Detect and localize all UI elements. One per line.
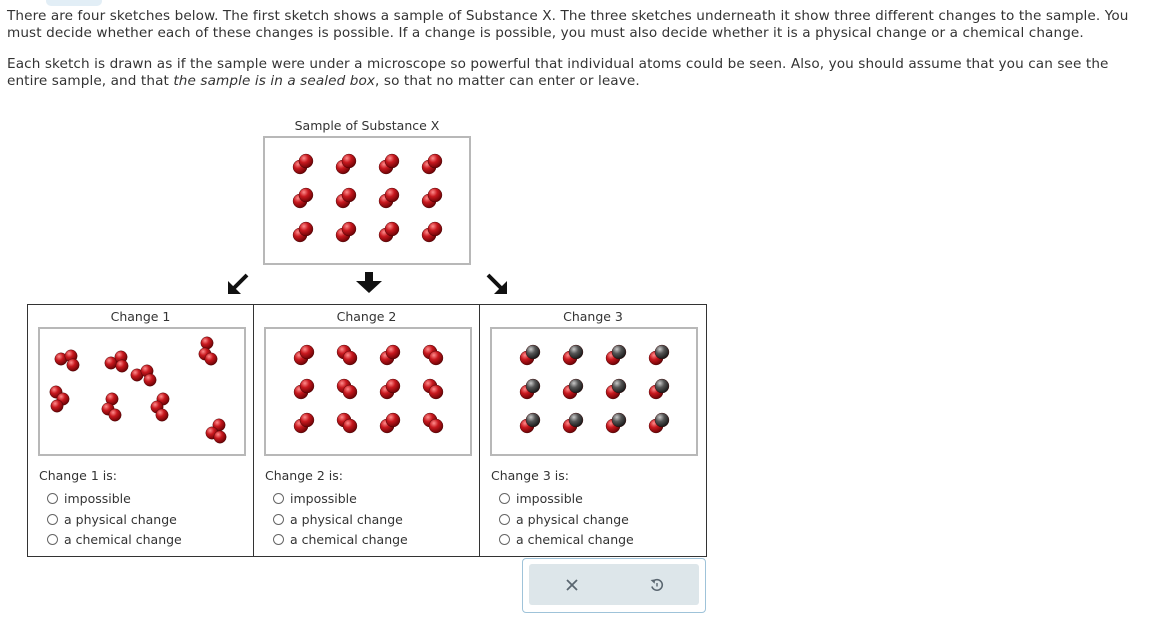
red-atom [386, 345, 400, 359]
gray-atom [526, 413, 540, 427]
atom-cluster [131, 365, 156, 386]
molecule-drawing [266, 329, 470, 454]
red-atom [116, 360, 128, 372]
molecule [606, 413, 626, 433]
molecule [563, 345, 583, 365]
molecule-drawing [265, 138, 469, 263]
molecule [563, 379, 583, 399]
radio-button[interactable] [47, 514, 58, 525]
molecule [336, 154, 356, 174]
red-atom [300, 379, 314, 393]
red-atom [144, 374, 156, 386]
reset-button[interactable] [614, 564, 699, 605]
action-toolbar [522, 558, 706, 613]
option-label: impossible [516, 491, 583, 506]
red-atom [429, 351, 443, 365]
molecule [423, 345, 443, 365]
molecule [294, 379, 314, 399]
change-3-question: Change 3 is: [491, 468, 569, 483]
red-atom [205, 353, 217, 365]
molecule [380, 379, 400, 399]
change-2-column [254, 305, 479, 556]
p2-italic: the sample is in a sealed box [173, 73, 376, 89]
red-atom [342, 154, 356, 168]
molecule [520, 345, 540, 365]
red-atom [429, 385, 443, 399]
instructions-paragraph-2 [7, 56, 1141, 90]
atom-cluster [199, 337, 217, 365]
radio-button[interactable] [273, 493, 284, 504]
change-3-option-chemical[interactable] [499, 532, 634, 547]
gray-atom [612, 379, 626, 393]
change-1-option-chemical[interactable] [47, 532, 182, 547]
gray-atom [655, 413, 669, 427]
red-atom [428, 154, 442, 168]
change-1-option-physical[interactable] [47, 512, 177, 527]
option-label: impossible [290, 491, 357, 506]
molecule [379, 222, 399, 242]
change-1-column [28, 305, 253, 556]
red-atom [385, 154, 399, 168]
change-1-question: Change 1 is: [39, 468, 117, 483]
change-2-sketch [264, 327, 472, 456]
p2-start: Each sketch is drawn as if the sample were under a microscope so powerful that individual atoms could be seen. Also, you should assume that you can see the entire sample, and that [7, 56, 1109, 89]
molecule [380, 345, 400, 365]
header-tab-indicator [46, 0, 102, 6]
gray-atom [655, 379, 669, 393]
option-label: a physical change [64, 512, 177, 527]
molecule [649, 413, 669, 433]
red-atom [386, 379, 400, 393]
gray-atom [612, 413, 626, 427]
red-atom [299, 188, 313, 202]
change-3-title: Change 3 [563, 309, 623, 324]
molecule [520, 379, 540, 399]
action-toolbar-inner [529, 564, 699, 605]
red-atom [51, 400, 63, 412]
change-3-sketch [490, 327, 698, 456]
changes-table [27, 304, 707, 557]
atom-cluster [105, 351, 128, 372]
sample-title: Sample of Substance X [294, 118, 440, 133]
sample-sketch [263, 136, 471, 265]
atom-cluster [206, 419, 226, 443]
red-atom [385, 188, 399, 202]
molecule-drawing [492, 329, 696, 454]
close-icon [565, 578, 579, 592]
molecule [337, 379, 357, 399]
molecule-drawing [40, 329, 244, 454]
gray-atom [569, 413, 583, 427]
red-atom [343, 419, 357, 433]
clear-button[interactable] [529, 564, 614, 605]
molecule [294, 413, 314, 433]
red-atom [429, 419, 443, 433]
molecule [337, 413, 357, 433]
red-atom [300, 345, 314, 359]
red-atom [156, 409, 168, 421]
radio-button[interactable] [499, 514, 510, 525]
p2-end: , so that no matter can enter or leave. [375, 73, 640, 89]
molecule [379, 154, 399, 174]
red-atom [428, 222, 442, 236]
option-label: a chemical change [290, 532, 408, 547]
gray-atom [569, 345, 583, 359]
atom-cluster [50, 386, 69, 412]
option-label: a physical change [516, 512, 629, 527]
undo-icon [649, 577, 665, 593]
molecule [649, 379, 669, 399]
option-label: a chemical change [516, 532, 634, 547]
gray-atom [655, 345, 669, 359]
arrow-down-icon [354, 271, 384, 295]
radio-button[interactable] [499, 493, 510, 504]
red-atom [67, 359, 79, 371]
change-2-option-chemical[interactable] [273, 532, 408, 547]
option-label: a physical change [290, 512, 403, 527]
option-label: a chemical change [64, 532, 182, 547]
change-2-option-physical[interactable] [273, 512, 403, 527]
red-atom [299, 222, 313, 236]
atom-cluster [151, 393, 169, 421]
change-1-option-impossible[interactable] [47, 491, 131, 506]
molecule [294, 345, 314, 365]
radio-button[interactable] [273, 534, 284, 545]
radio-button[interactable] [499, 534, 510, 545]
molecule [649, 345, 669, 365]
red-atom [109, 409, 121, 421]
red-atom [385, 222, 399, 236]
gray-atom [612, 345, 626, 359]
change-2-title: Change 2 [336, 309, 397, 324]
molecule [563, 413, 583, 433]
molecule [380, 413, 400, 433]
arrow-down-left-icon [225, 271, 251, 297]
molecule [606, 379, 626, 399]
change-2-question: Change 2 is: [265, 468, 343, 483]
molecule [606, 345, 626, 365]
molecule [422, 222, 442, 242]
molecule [422, 188, 442, 208]
red-atom [299, 154, 313, 168]
radio-button[interactable] [47, 534, 58, 545]
change-3-column [480, 305, 706, 556]
change-1-title: Change 1 [110, 309, 171, 324]
molecule [336, 188, 356, 208]
instructions-paragraph-1: There are four sketches below. The first sketch shows a sample of Substance X. The three sketches underneath it show three different changes to the sample. You must decide whether each of these changes is possible. If a change is possible, you must also decide whether it is a physical change or a chemical change. [7, 8, 1129, 41]
red-atom [342, 222, 356, 236]
red-atom [343, 385, 357, 399]
atom-cluster [55, 350, 79, 371]
red-atom [201, 337, 213, 349]
arrow-down-right-icon [484, 271, 510, 297]
option-label: impossible [64, 491, 131, 506]
atom-cluster [102, 393, 121, 421]
molecule [337, 345, 357, 365]
change-3-option-physical[interactable] [499, 512, 629, 527]
red-atom [300, 413, 314, 427]
red-atom [428, 188, 442, 202]
molecule [379, 188, 399, 208]
molecule [293, 188, 313, 208]
molecule [423, 379, 443, 399]
gray-atom [526, 379, 540, 393]
change-3-option-impossible[interactable] [499, 491, 583, 506]
change-2-option-impossible[interactable] [273, 491, 357, 506]
red-atom [343, 351, 357, 365]
molecule [293, 222, 313, 242]
molecule [423, 413, 443, 433]
red-atom [342, 188, 356, 202]
radio-button[interactable] [273, 514, 284, 525]
change-1-sketch [38, 327, 246, 456]
gray-atom [569, 379, 583, 393]
molecule [520, 413, 540, 433]
gray-atom [526, 345, 540, 359]
radio-button[interactable] [47, 493, 58, 504]
molecule [336, 222, 356, 242]
red-atom [214, 431, 226, 443]
molecule [422, 154, 442, 174]
red-atom [386, 413, 400, 427]
molecule [293, 154, 313, 174]
